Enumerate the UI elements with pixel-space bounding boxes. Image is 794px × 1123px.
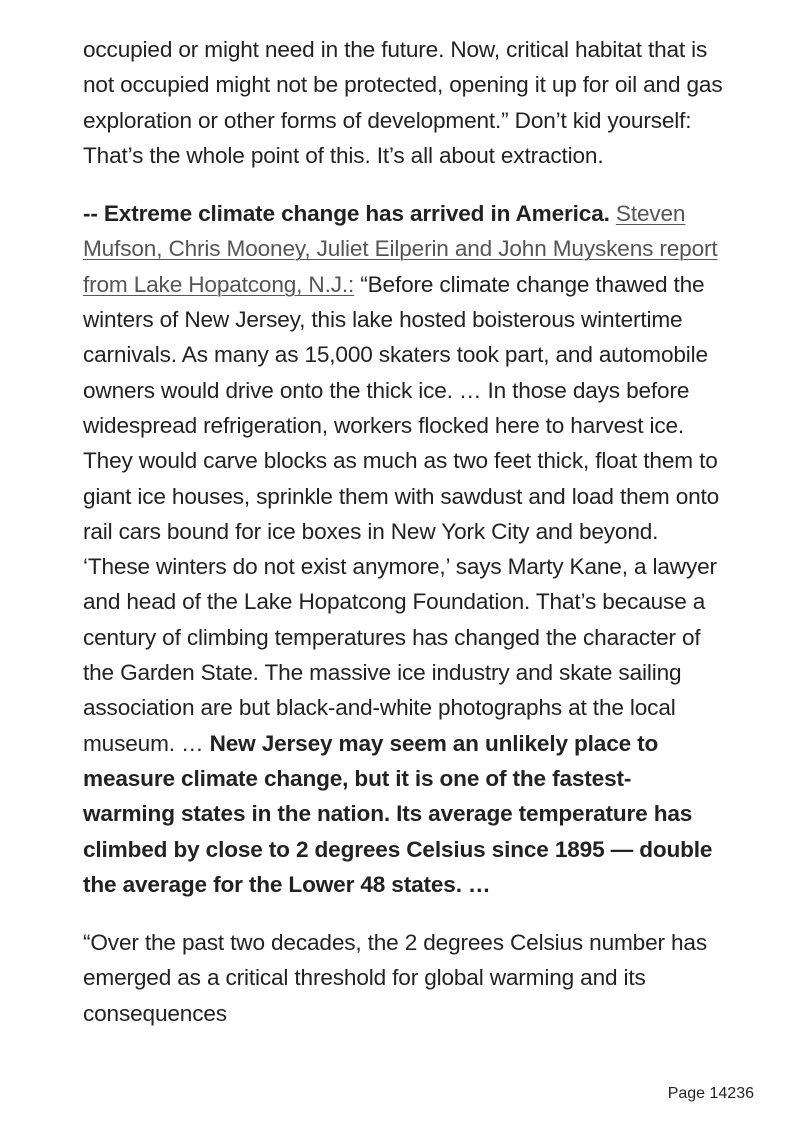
- document-page: [83, 32, 723, 1090]
- section-heading: -- Extreme climate change has arrived in America.: [83, 201, 610, 227]
- page-number: Page 14236: [667, 1085, 754, 1102]
- paragraph-habitat: occupied or might need in the future. Now, critical habitat that is not occupied might not be protected, opening it up for oil and gas exploration or other forms of development.” Don’t kid yourself: That’s the whole point of this. It’s all about extraction.: [83, 37, 723, 168]
- article-link[interactable]: Steven Mufson, Chris Mooney, Juliet Eilperin and John Muyskens report from Lake Hopatcong, N.J.:: [83, 201, 718, 297]
- quoted-body: “Before climate change thawed the winters of New Jersey, this lake hosted boisterous wintertime carnivals. As many as 15,000 skaters took part, and automobile owners would drive onto the thick ice. … In those days before widespread refrigeration, workers flocked here to harvest ice. They would carve blocks as much as two feet thick, float them to giant ice houses, sprinkle them with sawdust and load them onto rail cars bound for ice boxes in New York City and beyond. ‘These winters do not exist anymore,’ says Marty Kane, a lawyer and head of the Lake Hopatcong Foundation. That’s because a century of climbing temperatures has changed the character of the Garden State. The massive ice industry and skate sailing association are but black-and-white photographs at the local museum. …: [83, 271, 720, 756]
- paragraph-climate-change: [83, 196, 723, 902]
- paragraph-two-degrees: “Over the past two decades, the 2 degrees Celsius number has emerged as a critical threshold for global warming and its consequences: [83, 930, 707, 1026]
- bold-excerpt: New Jersey may seem an unlikely place to measure climate change, but it is one of the fastest-warming states in the nation. Its average temperature has climbed by close to 2 degrees Celsius since 1895 — double the average for the Lower 48 states. …: [83, 730, 713, 897]
